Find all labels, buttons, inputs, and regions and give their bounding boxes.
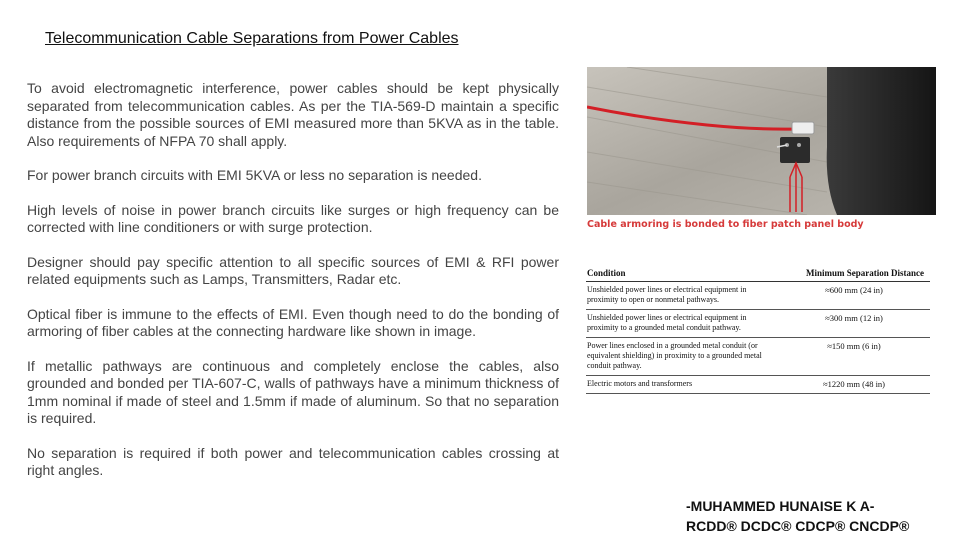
separation-table <box>586 265 930 394</box>
row-condition: Unshielded power lines or electrical equipment in proximity to a grounded metal conduit pathway. <box>586 310 778 338</box>
cable-bonding-photo <box>587 67 936 215</box>
page-title: Telecommunication Cable Separations from Power Cables <box>45 30 459 47</box>
table-row <box>586 338 930 376</box>
paragraph-branch-circuits: For power branch circuits with EMI 5KVA or less no separation is needed. <box>27 167 482 183</box>
paragraph-metallic-pathways: If metallic pathways are continuous and completely enclose the cables, also grounded and bonded per TIA-607-C, walls of pathways have a minimum thickness of 1mm nominal if made of steel and 1.5mm if made of aluminum. So that no separation is required. <box>27 357 559 426</box>
author-signature <box>686 496 909 536</box>
table-row <box>586 310 930 338</box>
header-condition: Condition <box>586 265 778 282</box>
row-distance: ≈600 mm (24 in) <box>778 282 930 310</box>
row-distance: ≈1220 mm (48 in) <box>778 376 930 394</box>
paragraph-optical-fiber: Optical fiber is immune to the effects of EMI. Even though need to do the bonding of armoring of fiber cables at the connecting hardware like shown in image. <box>27 305 559 339</box>
table-row <box>586 282 930 310</box>
author-credentials: RCDD® DCDC® CDCP® CNCDP® <box>686 518 910 534</box>
body-text <box>27 80 559 497</box>
row-distance: ≈300 mm (12 in) <box>778 310 930 338</box>
paragraph-right-angles: No separation is required if both power and telecommunication cables crossing at right angles. <box>27 444 559 478</box>
header-min-distance: Minimum Separation Distance <box>778 265 930 282</box>
paragraph-emi-intro: To avoid electromagnetic interference, power cables should be kept physically separated from telecommunication cables. As per the TIA-569-D maintain a specific distance from the possible sources of EMI measured more than 5KVA as in the table. Also requirements of NFPA 70 shall apply. <box>27 80 559 149</box>
image-caption: Cable armoring is bonded to fiber patch panel body <box>587 219 864 230</box>
row-distance: ≈150 mm (6 in) <box>778 338 930 376</box>
paragraph-noise-correction: High levels of noise in power branch circuits like surges or high frequency can be corrected with line conditioners or with surge protection. <box>27 201 559 235</box>
row-condition: Power lines enclosed in a grounded metal conduit (or equivalent shielding) in proximity to a grounded metal conduit pathway. <box>586 338 778 376</box>
paragraph-emi-rfi-sources: Designer should pay specific attention to all specific sources of EMI & RFI power related equipments such as Lamps, Transmitters, Radar etc. <box>27 253 559 287</box>
table-row <box>586 376 930 394</box>
row-condition: Electric motors and transformers <box>586 376 778 394</box>
table-header-row <box>586 265 930 282</box>
row-condition: Unshielded power lines or electrical equipment in proximity to open or nonmetal pathways. <box>586 282 778 310</box>
author-name: -MUHAMMED HUNAISE K A- <box>686 498 875 514</box>
